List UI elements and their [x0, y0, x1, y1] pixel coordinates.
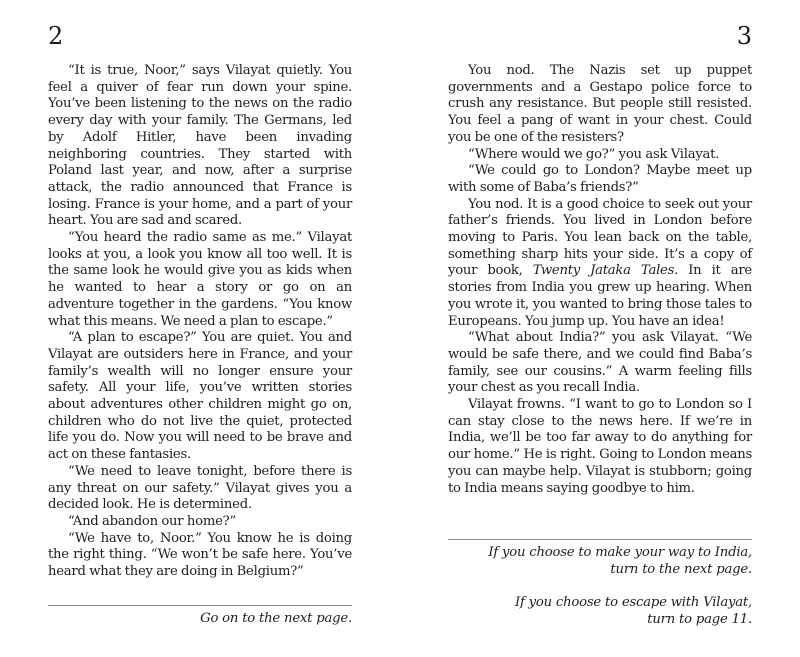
paragraph: “We could go to London? Maybe meet up with some of Baba’s friends?” — [448, 163, 752, 195]
paragraph-text: You nod. It is a good choice to seek out your father’s friends. You lived in London before moving to Paris. You lean back on the table, something sharp hits your side. It’s a copy of your book, — [448, 196, 752, 279]
paragraph: “You heard the radio same as me.” Vilayat looks at you, a look you know all too well. It is the same look he would give you as kids when he wanted to hear a story or go on an adventure together in the gardens. “You know what this means. We need a plan to escape.” — [48, 230, 352, 329]
left-page — [48, 0, 352, 657]
paragraph: “We have to, Noor.” You know he is doing the right thing. “We won’t be safe here. You’ve heard what they are doing in Belgium?” — [48, 530, 352, 580]
paragraph: “Where would we go?” you ask Vilayat. — [468, 146, 720, 162]
paragraph: “It is true, Noor,” says Vilayat quietly. You feel a quiver of fear run down your spine. You’ve been listening to the news on the radio every day with your family. The Germans, led by Adolf Hitler, have been invading neighboring countries. They started with Poland last year, and now, after a surprise attack, the radio announced that France is losing. France is your home, and a part of your heart. You are sad and scared. — [48, 63, 352, 229]
paragraph — [448, 197, 752, 331]
page-number: 2 — [48, 22, 64, 50]
choice-target: turn to the next page. — [610, 561, 752, 577]
paragraph: You nod. The Nazis set up puppet governments and a Gestapo police force to crush any resistance. But people still resisted. You feel a pang of want in your chest. Could you be one of the resisters? — [448, 63, 752, 145]
right-page — [448, 0, 752, 657]
choice-india — [448, 545, 752, 578]
paragraph: “And abandon our home?” — [68, 513, 236, 529]
choice-text: If you choose to make your way to India, — [488, 545, 752, 560]
choices-divider — [448, 539, 752, 540]
choice-vilayat — [448, 595, 752, 628]
paragraph: “A plan to escape?” You are quiet. You and Vilayat are outsiders here in France, and your family’s wealth will no longer ensure your safety. All your life, you’ve written stories about adventures other children might go on, children who do not live the quiet, protected life you do. Now you will need to be brave and act on these fantasies. — [48, 330, 352, 463]
paragraph: “What about India?” you ask Vilayat. “We would be safe there, and we could find Baba’s family, see our cousins.” A warm feeling fills your chest as you recall India. — [448, 330, 752, 396]
paragraph: “We need to leave tonight, before there is any threat on our safety.” Vilayat gives you a decided look. He is determined. — [48, 463, 352, 513]
choice-target: turn to page 11. — [647, 611, 752, 627]
choice-text: If you choose to escape with Vilayat, — [514, 595, 752, 610]
page-body — [48, 63, 352, 581]
footer-divider — [48, 605, 352, 606]
continue-instruction: Go on to the next page. — [200, 611, 352, 626]
page-body — [448, 63, 752, 497]
book-title: Twenty Jataka Tales — [532, 263, 675, 279]
page-number: 3 — [736, 22, 752, 50]
paragraph: Vilayat frowns. “I want to go to London so I can stay close to the news here. If we’re in India, we’ll be too far away to do anything for our home.” He is right. Going to London means you can maybe help. Vilayat is stubborn; going to India means saying goodbye to him. — [448, 397, 752, 496]
paragraph-text: . In it are stories from India you grew up hearing. When you wrote it, you wanted to bring those tales to Europeans. You jump up. You have an idea! — [448, 263, 752, 329]
